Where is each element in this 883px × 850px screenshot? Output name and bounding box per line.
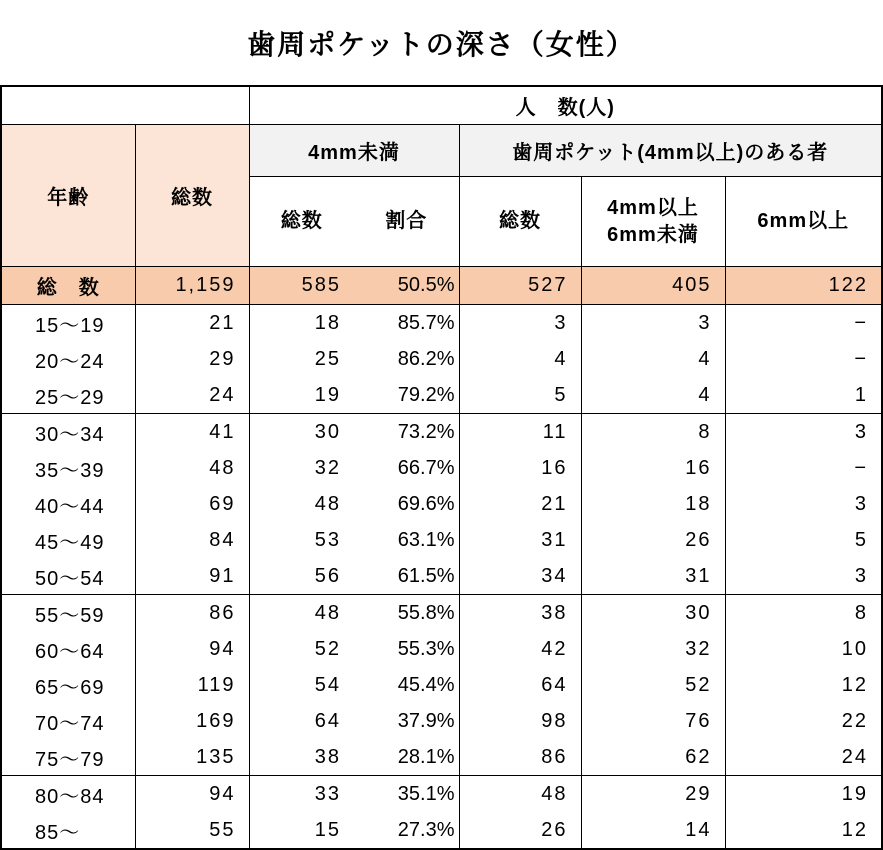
pocket-4to6-cell: 4 [581, 341, 725, 377]
under4-ratio-cell: 66.7% [397, 456, 455, 479]
pocket-6plus-cell: 3 [725, 414, 882, 451]
under4-total-cell: 18 [249, 305, 354, 342]
age-group-row [1, 667, 882, 703]
under4-total-cell: 48 [249, 486, 354, 522]
pocket-total-cell: 16 [459, 450, 581, 486]
pocket-4to6-cell: 26 [581, 522, 725, 558]
under4-ratio-cell: 35.1% [397, 782, 455, 805]
total-cell: 86 [135, 595, 249, 632]
under4-ratio-cell: 37.9% [397, 709, 455, 732]
age-group-row [1, 595, 882, 632]
pocket-4to6-cell: 62 [581, 739, 725, 776]
pocket-6plus-cell: − [725, 341, 882, 377]
pocket-6plus-cell: 19 [725, 776, 882, 813]
under4mm-ratio-header: 割合 [354, 177, 459, 267]
under4-total-cell: 19 [249, 377, 354, 414]
total-cell: 91 [135, 558, 249, 595]
age-group-row [1, 377, 882, 414]
pocket-6plus-cell: − [725, 450, 882, 486]
pocket-4to6-cell: 29 [581, 776, 725, 813]
under4-ratio-cell: 63.1% [397, 528, 455, 551]
pocket-4to6mm-line2: 6mm未満 [607, 223, 699, 246]
pocket-total-cell: 38 [459, 595, 581, 632]
age-group-row [1, 776, 882, 813]
pocket-6plus-cell: 12 [725, 667, 882, 703]
summary-pocket-6plus-cell: 122 [725, 267, 882, 305]
age-cell: 35～39 [35, 459, 105, 482]
age-group-row [1, 414, 882, 451]
pocket-4to6-cell: 4 [581, 377, 725, 414]
total-cell: 55 [135, 812, 249, 849]
age-cell: 50～54 [1, 558, 135, 595]
pocket-total-cell: 4 [459, 341, 581, 377]
pocket-total-cell: 26 [459, 812, 581, 849]
under4-total-cell: 56 [249, 558, 354, 595]
under4-total-cell: 48 [249, 595, 354, 632]
summary-under4-ratio-cell: 50.5% [354, 267, 459, 305]
pocket-6plus-cell: 3 [725, 486, 882, 522]
pocket-4to6-cell: 14 [581, 812, 725, 849]
pocket-6plus-cell: 24 [725, 739, 882, 776]
age-cell: 75～79 [1, 739, 135, 776]
total-cell: 48 [135, 450, 249, 486]
pocket-6plus-cell: − [725, 305, 882, 342]
pocket-4to6-cell: 30 [581, 595, 725, 632]
blank-corner-cell [1, 86, 249, 125]
pocket-4to6-cell: 32 [581, 631, 725, 667]
pocket-4to6-cell: 52 [581, 667, 725, 703]
pocket-total-cell: 34 [459, 558, 581, 595]
table-body [1, 267, 882, 850]
total-cell: 169 [135, 703, 249, 739]
under4-total-cell: 32 [249, 450, 354, 486]
under4-total-cell: 53 [249, 522, 354, 558]
pocket-total-cell: 98 [459, 703, 581, 739]
over6mm-header: 6mm以上 [725, 177, 882, 267]
total-cell: 94 [135, 776, 249, 813]
age-cell: 65～69 [35, 676, 105, 699]
under4-ratio-cell: 69.6% [397, 492, 455, 515]
pocket-depth-table [0, 85, 883, 850]
age-cell: 30～34 [35, 423, 105, 446]
age-group-row [1, 522, 882, 558]
age-column-header: 年齢 [1, 125, 135, 267]
age-group-row [1, 341, 882, 377]
under4-ratio-cell: 79.2% [354, 377, 459, 414]
age-cell: 80～84 [35, 785, 105, 808]
pocket-4to6-cell: 3 [581, 305, 725, 342]
total-cell: 135 [135, 739, 249, 776]
age-group-row [1, 703, 882, 739]
total-cell: 69 [135, 486, 249, 522]
summary-total-cell: 1,159 [135, 267, 249, 305]
pocket-total-cell: 31 [459, 522, 581, 558]
under4-total-cell: 38 [249, 739, 354, 776]
pocket-4to6mm-header [581, 177, 725, 267]
total-cell: 84 [135, 522, 249, 558]
header-row-groups [1, 125, 882, 177]
under4-ratio-cell: 28.1% [354, 739, 459, 776]
under4-total-cell: 15 [249, 812, 354, 849]
under4mm-total-header: 総数 [249, 177, 354, 267]
age-cell: 70～74 [35, 712, 105, 735]
pocket-4to6-cell: 18 [581, 486, 725, 522]
age-cell: 45～49 [35, 531, 105, 554]
summary-row [1, 267, 882, 305]
summary-label-cell: 総 数 [1, 267, 135, 305]
age-cell: 85～ [35, 821, 81, 844]
under4-total-cell: 54 [249, 667, 354, 703]
pocket-6plus-cell: 12 [725, 812, 882, 849]
pocket-total-cell: 3 [459, 305, 581, 342]
age-group-row [1, 812, 882, 849]
pocket-total-cell: 21 [459, 486, 581, 522]
pocket-group-header: 歯周ポケット(4mm以上)のある者 [459, 125, 882, 177]
pocket-4to6mm-line1: 4mm以上 [607, 196, 699, 219]
age-cell: 40～44 [35, 495, 105, 518]
under4-ratio-cell: 73.2% [397, 420, 455, 443]
total-cell: 24 [135, 377, 249, 414]
summary-pocket-4to6-cell: 405 [581, 267, 725, 305]
age-cell: 60～64 [35, 640, 105, 663]
pocket-total-cell: 11 [459, 414, 581, 451]
table-header [1, 86, 882, 267]
page-title: 歯周ポケットの深さ（女性） [247, 28, 636, 60]
age-group-row [1, 450, 882, 486]
age-cell: 55～59 [35, 604, 105, 627]
pocket-total-cell: 42 [459, 631, 581, 667]
age-cell: 25～29 [1, 377, 135, 414]
under4-total-cell: 30 [249, 414, 354, 451]
pocket-4to6-cell: 31 [581, 558, 725, 595]
under4-ratio-cell: 61.5% [354, 558, 459, 595]
pocket-6plus-cell: 10 [725, 631, 882, 667]
pocket-6plus-cell: 5 [725, 522, 882, 558]
pocket-4to6-cell: 8 [581, 414, 725, 451]
age-group-row [1, 305, 882, 342]
under4-total-cell: 64 [249, 703, 354, 739]
under4-total-cell: 25 [249, 341, 354, 377]
age-cell: 15～19 [35, 314, 105, 337]
pocket-4to6-cell: 16 [581, 450, 725, 486]
header-row-count [1, 86, 882, 125]
under4mm-group-header: 4mm未満 [249, 125, 459, 177]
pocket-total-cell: 86 [459, 739, 581, 776]
total-cell: 41 [135, 414, 249, 451]
under4-ratio-cell: 45.4% [397, 673, 455, 696]
pocket-total-cell: 5 [459, 377, 581, 414]
total-column-header: 総数 [135, 125, 249, 267]
summary-under4-total-cell: 585 [249, 267, 354, 305]
pocket-total-cell: 64 [459, 667, 581, 703]
age-cell: 20～24 [35, 350, 105, 373]
under4-ratio-cell: 55.3% [397, 637, 455, 660]
under4-total-cell: 33 [249, 776, 354, 813]
age-group-row [1, 486, 882, 522]
person-count-header: 人 数(人) [249, 86, 882, 125]
age-group-row [1, 558, 882, 595]
age-group-row [1, 739, 882, 776]
pocket-6plus-cell: 8 [725, 595, 882, 632]
pocket-total-header: 総数 [459, 177, 581, 267]
age-group-row [1, 631, 882, 667]
under4-ratio-cell: 55.8% [397, 601, 455, 624]
total-cell: 21 [135, 305, 249, 342]
pocket-6plus-cell: 22 [725, 703, 882, 739]
pocket-total-cell: 48 [459, 776, 581, 813]
pocket-6plus-cell: 3 [725, 558, 882, 595]
total-cell: 29 [135, 341, 249, 377]
under4-total-cell: 52 [249, 631, 354, 667]
total-cell: 119 [135, 667, 249, 703]
summary-pocket-total-cell: 527 [459, 267, 581, 305]
under4-ratio-cell: 86.2% [397, 347, 455, 370]
under4-ratio-cell: 85.7% [397, 311, 455, 334]
pocket-4to6-cell: 76 [581, 703, 725, 739]
under4-ratio-cell: 27.3% [397, 818, 455, 841]
pocket-6plus-cell: 1 [725, 377, 882, 414]
total-cell: 94 [135, 631, 249, 667]
